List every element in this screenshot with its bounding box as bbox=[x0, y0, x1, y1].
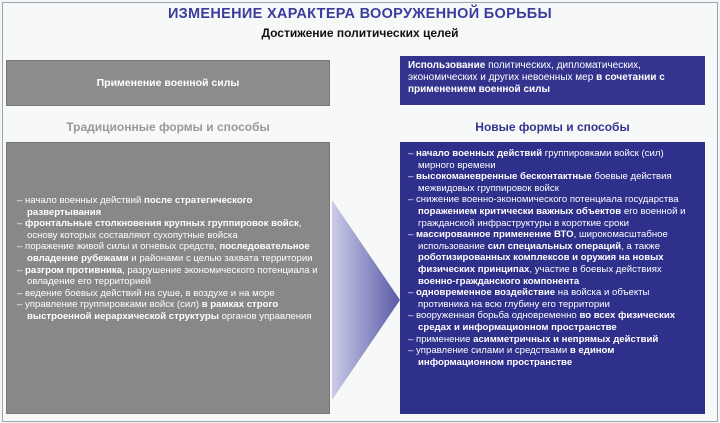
emphasis-text: высокоманевренные бесконтактные bbox=[416, 171, 592, 183]
emphasis-text: асимметричных и непрямых действий bbox=[473, 333, 659, 345]
item-text: его военной и гражданской инфраструктуры в короткие сроки bbox=[418, 205, 686, 229]
list-item bbox=[408, 310, 697, 333]
item-text: – начало военных действий bbox=[17, 195, 145, 206]
list-item bbox=[17, 195, 319, 218]
item-text: – bbox=[408, 229, 417, 241]
emphasis-text: массированное применение ВТО bbox=[416, 229, 574, 241]
emphasis-text: последовательное овладение рубежами bbox=[27, 241, 310, 264]
item-text: – применение bbox=[408, 333, 474, 345]
list-item bbox=[17, 265, 319, 288]
emphasis-text: фронтальные столкновения крупных группировок войск bbox=[25, 218, 299, 230]
item-text: группировками войск (сил) мирного времени bbox=[418, 148, 664, 171]
item-text: – bbox=[408, 287, 417, 299]
emphasis-text: одновременное воздействие bbox=[416, 287, 556, 299]
traditional-list-box bbox=[6, 142, 330, 414]
new-header-box bbox=[400, 56, 705, 105]
list-item bbox=[408, 334, 697, 346]
emphasis-text: начало военных действий bbox=[416, 148, 543, 159]
new-section-title: Новые формы и способы bbox=[475, 120, 630, 134]
item-text: , участие в боевых действиях bbox=[529, 263, 662, 275]
list-item bbox=[408, 171, 697, 194]
item-text: политических, дипломатических, экономических и других невоенных мер bbox=[408, 60, 641, 83]
list-item bbox=[17, 299, 319, 322]
item-text: на войска и объекты противника на всю глубину его территории bbox=[418, 287, 650, 310]
emphasis-text: роботизированных комплексов и оружия на новых физических принципах bbox=[418, 252, 664, 275]
list-item bbox=[408, 194, 697, 229]
emphasis-text: поражением критически важных объектов bbox=[418, 205, 622, 217]
list-item bbox=[408, 287, 697, 310]
item-text: – ведение боевых действий на суше, в воздухе и на море bbox=[17, 287, 275, 299]
item-text: – вооруженная борьба одновременно bbox=[408, 310, 580, 322]
emphasis-text: после стратегического развертывания bbox=[27, 195, 253, 218]
traditional-header-box bbox=[6, 60, 330, 106]
item-text: – bbox=[408, 148, 417, 159]
list-item bbox=[17, 288, 319, 300]
item-text: – снижение военно-экономического потенциала государства bbox=[408, 194, 679, 206]
item-text: , широкомасштабное использование bbox=[418, 229, 668, 252]
item-text: и районами с целью захвата территории bbox=[128, 252, 313, 264]
item-text: – bbox=[408, 171, 417, 183]
new-list-box bbox=[400, 142, 705, 414]
item-text: , а также bbox=[621, 240, 661, 252]
emphasis-text: во всех физических средах и информационном пространстве bbox=[418, 310, 676, 333]
emphasis-text: сил специальных операций bbox=[487, 240, 622, 252]
traditional-header-label: Применение военной силы bbox=[96, 77, 240, 89]
item-text: боевые действия межвидовых группировок войск bbox=[418, 171, 672, 194]
diagram-subtitle: Достижение политических целей bbox=[261, 26, 459, 40]
emphasis-text: в едином информационном пространстве bbox=[418, 345, 615, 368]
list-item bbox=[408, 345, 697, 368]
item-text: – управление группировками войск (сил) bbox=[17, 299, 202, 311]
list-item bbox=[408, 148, 697, 171]
transition-arrow-icon bbox=[332, 200, 402, 400]
item-text: – управление силами и средствами bbox=[408, 345, 570, 357]
item-text: органов управления bbox=[218, 310, 312, 322]
traditional-section-title: Традиционные формы и способы bbox=[66, 120, 270, 134]
item-text: – bbox=[17, 218, 26, 230]
list-item bbox=[17, 218, 319, 241]
list-item bbox=[408, 229, 697, 287]
item-text: – bbox=[17, 264, 26, 276]
emphasis-text: в сочетании с применением военной силы bbox=[408, 72, 665, 95]
emphasis-text: в рамках строго выстроенной иерархической структуры bbox=[27, 299, 279, 322]
item-text: , разрушение экономического потенциала и овладение его территорией bbox=[27, 264, 318, 288]
item-text: – поражение живой силы и огневых средств, bbox=[17, 241, 220, 253]
emphasis-text: разгром противника bbox=[25, 264, 123, 276]
list-item bbox=[17, 241, 319, 264]
diagram-title: ИЗМЕНЕНИЕ ХАРАКТЕРА ВООРУЖЕННОЙ БОРЬБЫ bbox=[167, 6, 553, 22]
emphasis-text: Использование bbox=[408, 60, 486, 71]
emphasis-text: военно-гражданского компонента bbox=[418, 275, 580, 287]
item-text: , основу которых составляют сухопутные войска bbox=[27, 218, 302, 241]
